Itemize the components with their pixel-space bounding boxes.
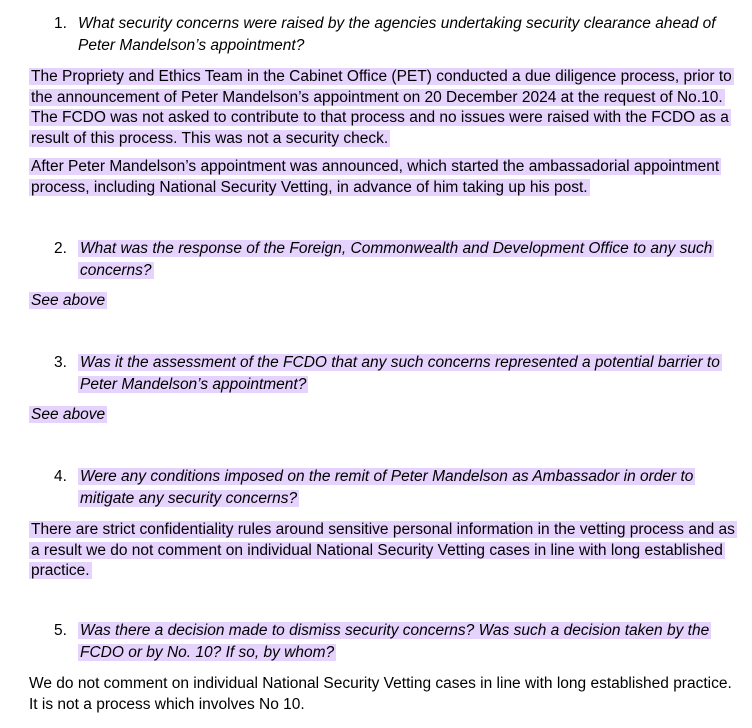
answer-1-para-1 bbox=[29, 67, 741, 149]
highlighted-text: After Peter Mandelson’s appointment was announced, which started the ambassadorial appointment process, including National Security Vetting, in advance of him taking up his post. bbox=[31, 158, 720, 196]
question-5 bbox=[54, 620, 744, 663]
question-2 bbox=[54, 238, 744, 281]
question-3 bbox=[54, 352, 744, 395]
highlighted-text: See above bbox=[31, 406, 106, 423]
highlighted-text: There are strict confidentiality rules around sensitive personal information in the vetting process and as a result we do not comment on individual National Security Vetting cases in line with long established practice. bbox=[31, 521, 735, 579]
highlighted-text: See above bbox=[31, 292, 106, 309]
question-number: 4. bbox=[54, 468, 67, 485]
question-number: 5. bbox=[54, 622, 67, 639]
question-text: Were any conditions imposed on the remit of Peter Mandelson as Ambassador in order to mitigate any security concerns? bbox=[80, 468, 694, 507]
answer-1-para-2 bbox=[29, 157, 741, 198]
question-text: What security concerns were raised by the agencies undertaking security clearance ahead of Peter Mandelson’s appointment? bbox=[78, 15, 716, 54]
question-number: 3. bbox=[54, 354, 67, 371]
question-number: 2. bbox=[54, 240, 67, 257]
question-text: What was the response of the Foreign, Commonwealth and Development Office to any such concerns? bbox=[80, 240, 713, 279]
question-4 bbox=[54, 466, 744, 509]
highlighted-text: The Propriety and Ethics Team in the Cabinet Office (PET) conducted a due diligence process, prior to the announcement of Peter Mandelson’s appointment on 20 December 2024 at the request of No.10. The FCDO was not asked to contribute to that process and no issues were raised with the FCDO as a result of this process. This was not a security check. bbox=[31, 68, 732, 147]
answer-4 bbox=[29, 520, 741, 582]
plain-text: We do not comment on individual National Security Vetting cases in line with long established practice. It is not a process which involves No 10. bbox=[29, 675, 732, 713]
question-text: Was there a decision made to dismiss security concerns? Was such a decision taken by the FCDO or by No. 10? If so, by whom? bbox=[80, 622, 710, 661]
answer-2 bbox=[29, 291, 741, 312]
question-number: 1. bbox=[54, 15, 67, 32]
answer-5 bbox=[29, 674, 741, 715]
question-1 bbox=[54, 13, 744, 56]
question-text: Was it the assessment of the FCDO that any such concerns represented a potential barrier to Peter Mandelson’s appointment? bbox=[80, 354, 720, 393]
answer-3 bbox=[29, 405, 741, 426]
